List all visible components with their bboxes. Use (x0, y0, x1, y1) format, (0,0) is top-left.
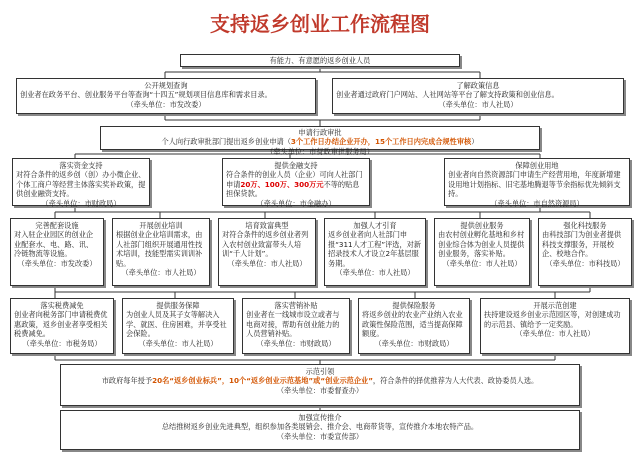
finance-support-unit: （牵头单位：市金融办） (256, 198, 336, 208)
fund-support-body: 对符合条件的返乡创（创）办小微企业、个体工商户等经营主体落实奖补政策，提供创业融资支持。 (16, 170, 146, 199)
startup-service-body: 由农村创业孵化基地和乡村创业综合体为创业人员提供创业服务，落实补贴。 (438, 230, 525, 259)
facilities-unit: （牵头单位：市发改委） (17, 258, 97, 268)
role-model-body: 对符合条件的返乡创业者列入农村创业致富带头人培训“千人计划”。 (222, 230, 309, 259)
plan-query-body: 创业者在政务平台、创业服务平台等查询“十四五”规划项目信息库和需求目录。 (20, 90, 272, 100)
tax-relief-unit: （牵头单位：市税务局） (22, 338, 102, 348)
startup-service-box (434, 218, 530, 286)
demo-guidance-heading: 示范引领 (305, 367, 335, 376)
service-guarantee-box (122, 298, 234, 354)
marketing-subsidy-unit: （牵头单位：市财政局） (256, 338, 336, 348)
finance-support-heading: 提供金融支持 (274, 161, 318, 170)
talent-heading: 加强人才引育 (353, 221, 397, 230)
land-support-box (444, 158, 630, 206)
plan-query-heading: 公开规划查询 (144, 81, 188, 90)
tech-service-body: 由科技部门为创业者提供科技支撑服务，开展校企、校地合作。 (542, 230, 622, 259)
marketing-subsidy-heading: 落实营销补贴 (274, 301, 318, 310)
approval-unit: （牵头单位：市行政审批服务局） (266, 146, 374, 156)
approval-box (100, 126, 540, 156)
insurance-unit: （牵头单位：市财政局） (374, 338, 454, 348)
fund-support-unit: （牵头单位：市财政局） (41, 198, 121, 208)
marketing-subsidy-body: 创业者在一线城市设立或者与电商对接，帮助有创业能力的人员营销补贴。 (246, 310, 340, 339)
training-box (112, 218, 210, 286)
policy-info-body: 创业者通过政府门户网站、人社网站等平台了解支持政策和创业信息。 (336, 90, 559, 100)
policy-info-box (332, 78, 624, 114)
training-body: 根据创业企业培训需求，由人社部门组织开展通用性技术培训，技能型需实训训补贴。 (116, 230, 203, 268)
approval-body-highlight: 3个工作日办结企业开办，15个工作日内完成合规性审核 (290, 137, 472, 147)
tech-service-unit: （牵头单位：市科技局） (545, 258, 625, 268)
approval-body-post: ） (471, 137, 479, 147)
finance-support-amounts: 20万、100万、300万元 (240, 179, 324, 189)
land-support-heading: 保障创业用地 (515, 161, 559, 170)
service-guarantee-body: 为创业人员及其子女等解决入学、就医、住房困难，并享受社会保险。 (126, 310, 227, 339)
policy-info-heading: 了解政策信息 (456, 81, 500, 90)
talent-unit: （牵头单位：市人社局） (335, 268, 415, 278)
demo-guidance-unit: （牵头单位：市委督查办） (276, 385, 364, 395)
finance-support-box (222, 158, 370, 206)
training-unit: （牵头单位：市人社局） (121, 268, 201, 278)
finance-support-body-post: 不等的贴息担保贷款。 (226, 179, 360, 199)
demo-guidance-box (60, 364, 580, 406)
service-guarantee-heading: 提供服务保障 (156, 301, 200, 310)
training-heading: 开展创业培训 (139, 221, 183, 230)
page-title: 支持返乡创业工作流程图 (210, 12, 430, 36)
facilities-heading: 完善配套设施 (35, 221, 79, 230)
demo-creation-heading: 开展示范创建 (533, 301, 577, 310)
tech-service-box (538, 218, 632, 286)
approval-heading: 申请行政审批 (298, 128, 342, 137)
plan-query-unit: （牵头单位：市发改委） (126, 99, 206, 109)
target-group-text: 有能力、有意愿的返乡创业人员 (269, 56, 371, 65)
insurance-heading: 提供保险服务 (392, 301, 436, 310)
tax-relief-box (10, 298, 114, 354)
facilities-box (10, 218, 104, 286)
demo-creation-body: 扶持建设返乡创业示范园区等，对创建成功的示范县、镇给予一定奖励。 (484, 310, 621, 329)
fund-support-box (12, 158, 150, 206)
service-guarantee-unit: （牵头单位：市人社局） (138, 338, 218, 348)
tax-relief-heading: 落实税费减免 (40, 301, 84, 310)
tech-service-heading: 强化科技服务 (563, 221, 607, 230)
demo-creation-box (480, 298, 630, 354)
insurance-body: 将返乡创业的农业产业纳入农业政策性保险范围，适当提高保障额度。 (362, 310, 463, 339)
approval-body-pre: 个人向行政审批部门提出返乡创业申请（ (161, 137, 291, 147)
startup-service-unit: （牵头单位：市人社局） (442, 258, 522, 268)
land-support-unit: （牵头单位：市自然资源局） (490, 198, 584, 208)
promotion-body: 总结推树返乡创业先进典型，组织参加各类展销会、推介会、电商带货等，宣传推介本地农特产品。 (161, 422, 479, 432)
finance-support-body-pre: 符合条件的创业人员（企业）可向人社部门申请 (226, 170, 363, 189)
demo-guidance-body-post: ，符合条件的择优推荐为人大代表、政协委员人选。 (372, 376, 539, 386)
marketing-subsidy-box (242, 298, 350, 354)
insurance-box (358, 298, 470, 354)
target-group-box (180, 54, 460, 67)
promotion-unit: （牵头单位：市委宣传部） (276, 431, 364, 441)
facilities-body: 对入驻企业园区的创业企业配套水、电、路、讯、冷链物流等设施。 (14, 230, 94, 259)
demo-guidance-body-pre: 市政府每年授予 (101, 376, 153, 386)
land-support-body: 创业者向自然资源部门申请生产经营用地，年度新增建设用地计划指标、旧宅基地腾退等节余指标优先倾斜支持。 (448, 170, 621, 199)
fund-support-heading: 落实资金支持 (59, 161, 103, 170)
role-model-heading: 培育致富典型 (245, 221, 289, 230)
talent-body: 返乡创业者向人社部门申报“311人才工程”评选，对新招录技术人才设立2年基层服务期。 (328, 230, 422, 268)
policy-info-unit: （牵头单位：市人社局） (438, 99, 518, 109)
demo-guidance-awards: 20名“返乡创业标兵”，10个“返乡创业示范基地”或“创业示范企业” (152, 376, 373, 386)
tax-relief-body: 创业者向税务部门申请税费优惠政策，返乡创业者享受相关税费减免。 (14, 310, 108, 339)
demo-creation-unit: （牵头单位：市人社局） (515, 329, 595, 339)
plan-query-box (16, 78, 316, 114)
promotion-box (60, 410, 580, 450)
promotion-heading: 加强宣传推介 (298, 413, 342, 422)
role-model-box (218, 218, 316, 286)
startup-service-heading: 提供创业服务 (460, 221, 504, 230)
role-model-unit: （牵头单位：市人社局） (227, 258, 307, 268)
talent-box (324, 218, 426, 286)
